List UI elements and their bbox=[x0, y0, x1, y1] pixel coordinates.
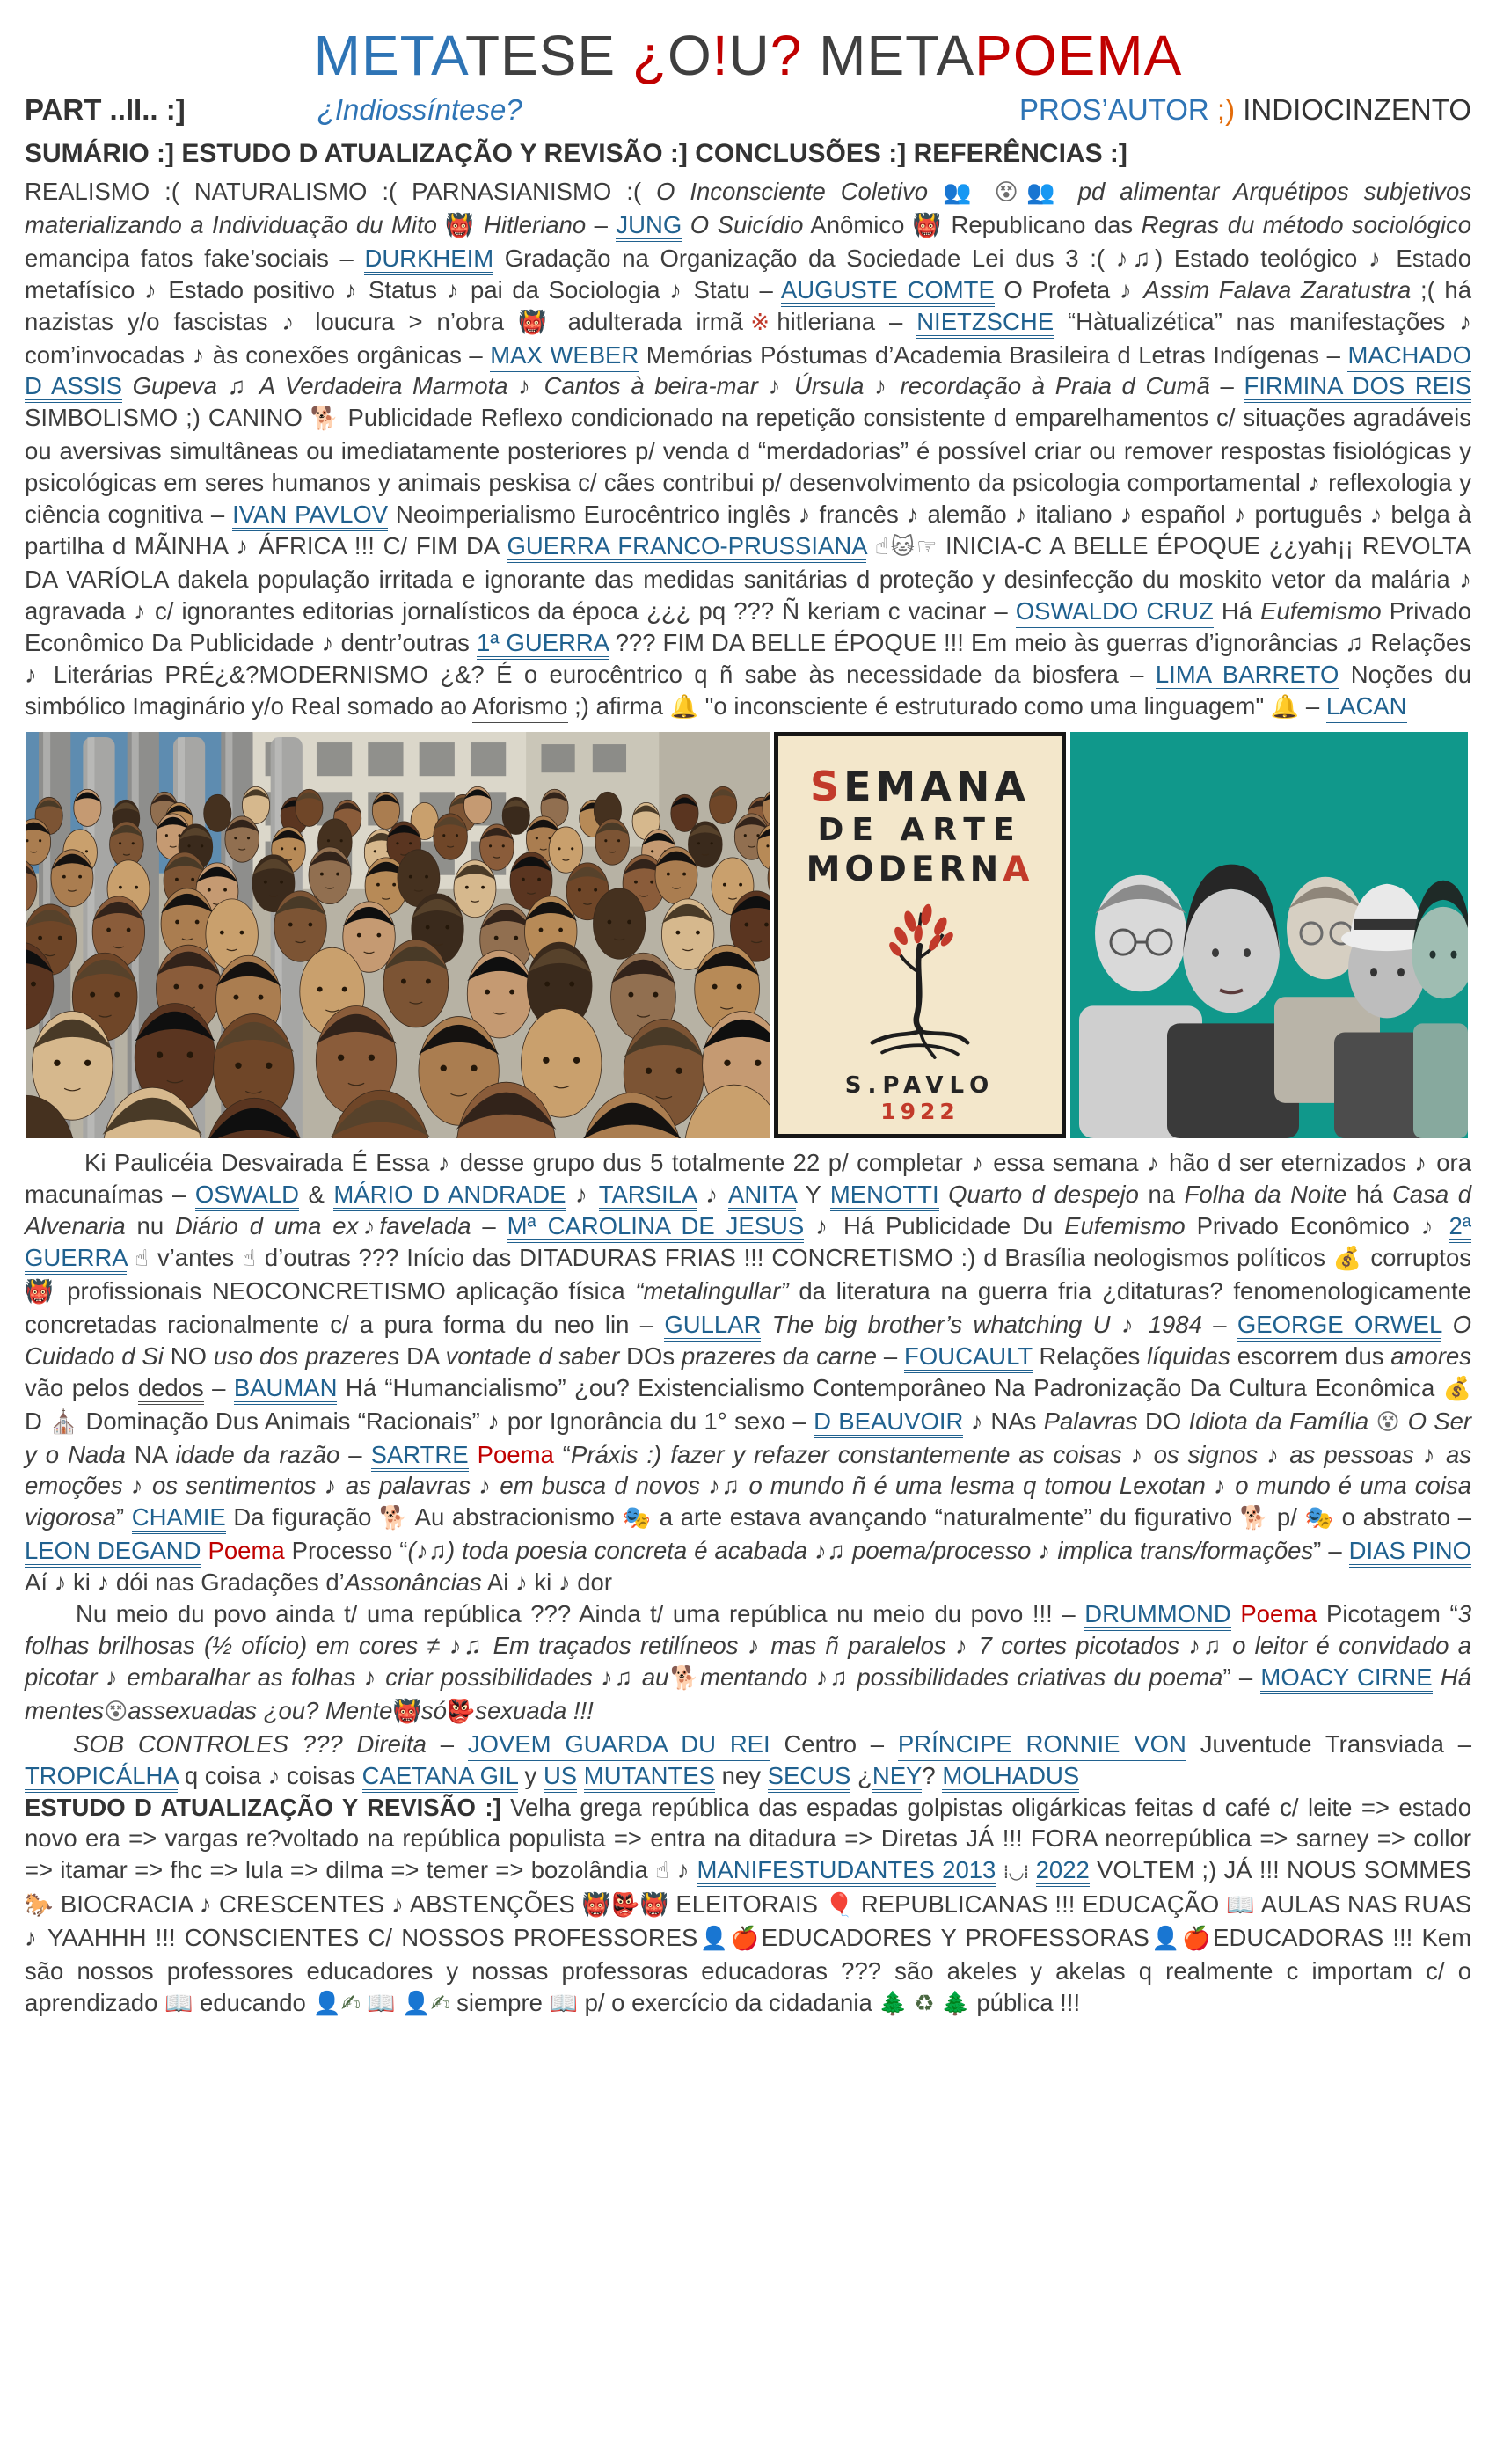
operarios-painting bbox=[26, 732, 770, 1138]
text-run: D bbox=[25, 1407, 50, 1435]
link-1a-guerra[interactable]: 1ª GUERRA bbox=[477, 629, 609, 660]
text-run: The big brother’s whatching U bbox=[771, 1310, 1111, 1338]
text-run: DOs bbox=[619, 1342, 682, 1370]
text-run: nu bbox=[125, 1212, 176, 1240]
text-run: Quarto d despejo bbox=[948, 1181, 1139, 1209]
text-run bbox=[1028, 1856, 1035, 1883]
link-guerra-franco-prussiana[interactable]: GUERRA FRANCO-PRUSSIANA bbox=[507, 532, 866, 563]
text-run: Aí ♪ ki ♪ dói nas Gradações d’ bbox=[25, 1568, 345, 1597]
link-us[interactable]: US bbox=[544, 1762, 577, 1793]
text-run: p/ bbox=[1269, 1503, 1305, 1532]
text-run: Assim Falava Zaratustra bbox=[1143, 275, 1412, 303]
person-icon: 👤 bbox=[312, 1990, 341, 2017]
text-run: y bbox=[517, 1761, 544, 1789]
text-run: Y bbox=[796, 1181, 830, 1209]
text-run: escorrem dus bbox=[1230, 1342, 1391, 1370]
person-icon: 👤 bbox=[697, 1926, 731, 1953]
text-run: profissionais NEOCONCRETISMO aplicação física bbox=[56, 1277, 636, 1305]
poster-year: 1922 bbox=[880, 1099, 960, 1125]
text-run: O Cuidado d Si bbox=[25, 1310, 1472, 1370]
boar-mask-icon: 👺 bbox=[446, 1698, 476, 1725]
text-run: na bbox=[1138, 1181, 1185, 1209]
text-run: prazeres da carne bbox=[681, 1342, 878, 1370]
text-run: ELEITORAIS bbox=[668, 1890, 826, 1919]
link-nietzsche[interactable]: NIETZSCHE bbox=[916, 308, 1054, 339]
poster-letter-a: A bbox=[1003, 850, 1034, 890]
link-gullar[interactable]: GULLAR bbox=[664, 1311, 761, 1342]
text-run: assexuadas ¿ou? Mente bbox=[128, 1696, 393, 1724]
link-oswald[interactable]: OSWALD bbox=[195, 1181, 299, 1211]
dedos-underlined: dedos bbox=[138, 1374, 204, 1405]
poster-title-line1 bbox=[778, 763, 1062, 810]
text-run: Privado Econômico Da Publicidade ♪ dentr’outras bbox=[25, 596, 1471, 656]
text-run: – bbox=[1299, 691, 1326, 720]
tree-icon: 🌲 bbox=[879, 1990, 908, 2017]
point-up-icon: ☝ bbox=[874, 533, 891, 560]
link-menotti[interactable]: MENOTTI bbox=[830, 1181, 939, 1211]
link-d-beauvoir[interactable]: D BEAUVOIR bbox=[814, 1407, 963, 1438]
text-run: Casa d Alvenaria bbox=[25, 1181, 1471, 1240]
link-tarsila[interactable]: TARSILA bbox=[599, 1181, 697, 1211]
text-run: Picotagem “ bbox=[1317, 1600, 1458, 1628]
link-caetana-gil[interactable]: CAETANA GIL bbox=[362, 1762, 518, 1793]
text-run: Cantos à beira-mar bbox=[544, 372, 758, 400]
aforismo-underlined: Aforismo bbox=[472, 692, 568, 723]
text-run: há bbox=[1346, 1181, 1392, 1209]
semana-poster bbox=[774, 732, 1066, 1138]
text-run: Gupeva bbox=[132, 372, 217, 400]
text-run: “metalingullar” bbox=[635, 1277, 789, 1305]
text-run bbox=[1433, 1663, 1441, 1691]
poster-title-line3-main: MODERN bbox=[806, 850, 1003, 890]
link-oswaldo-cruz[interactable]: OSWALDO CRUZ bbox=[1016, 597, 1214, 628]
text-run: – bbox=[203, 1373, 234, 1401]
text-run: adulterada irmã bbox=[553, 307, 743, 335]
text-run: ;( há nazistas y/o fascistas ♪ loucura > n’obra bbox=[25, 275, 1471, 335]
text-run: ;) afirma bbox=[567, 691, 670, 720]
text-run: Noções du simbólico Imaginário y/o Real somado ao bbox=[25, 660, 1471, 720]
text-run: META bbox=[802, 24, 975, 87]
text-run: sexuada !!! bbox=[475, 1696, 594, 1724]
text-run: mentando ♪♫ possibilidades criativas du poema bbox=[700, 1663, 1223, 1691]
text-run: q coisa ♪ coisas bbox=[178, 1761, 362, 1789]
book-icon: 📖 bbox=[164, 1990, 193, 2017]
poema-label: Poema bbox=[1240, 1600, 1317, 1628]
text-run bbox=[1231, 1600, 1241, 1627]
text-run: ¿ bbox=[631, 24, 668, 87]
grin-mask-icon: 👹 bbox=[912, 212, 944, 239]
text-run: idade da razão bbox=[175, 1440, 340, 1468]
part-label: PART ..II.. :] bbox=[25, 93, 186, 126]
text-run: Idiota da Família bbox=[1188, 1407, 1369, 1435]
text-run: ” bbox=[115, 1503, 132, 1532]
text-run bbox=[127, 1244, 135, 1271]
text-run: Neoimperialismo Eurocêntrico inglês ♪ francês ♪ alemão ♪ italiano ♪ español ♪ português ♪ belga à partilha d MÃINHA ♪ ÁFRICA !!! C/ FIM DA bbox=[25, 501, 1471, 559]
text-run: vão pelos bbox=[25, 1373, 138, 1401]
indiossintese-label: ¿Indiossíntese? bbox=[317, 93, 522, 126]
text-run: – bbox=[471, 1212, 507, 1240]
text-run: Folha da Noite bbox=[1184, 1181, 1347, 1209]
text-run bbox=[682, 211, 690, 238]
text-run: líquidas bbox=[1147, 1342, 1230, 1370]
dog-icon: 🐕 bbox=[310, 406, 340, 433]
text-run: 3 folhas brilhosas (½ ofício) em cores ≠ ♪♫ Em traçados retilíneos ♪ mas ñ paralelos ♪ 7 cortes picotados ♪♫ o leitor é convidado a picotar ♪ embaralhar as folhas ♪ criar possibilidades ♪♫ au bbox=[25, 1600, 1471, 1691]
text-run: EDUCADORAS !!! Kem são nossos professores educadores y nossas professoras educadoras ??? são akeles y akelas q realmente c importam c/ o aprendizado bbox=[25, 1924, 1472, 2016]
text-run: uso dos prazeres bbox=[213, 1342, 400, 1370]
grin-mask-icon: 👹 bbox=[445, 212, 476, 239]
text-run: NA bbox=[125, 1440, 176, 1468]
text-run: O Ser y o Nada bbox=[25, 1407, 1472, 1468]
point-up-icon: ☝ bbox=[135, 1246, 150, 1273]
text-run: Processo “ bbox=[284, 1537, 408, 1565]
author-line bbox=[1019, 93, 1471, 127]
text-run: Dominação Dus Animais “Racionais” ♪ por Ignorância du 1° sexo – bbox=[78, 1407, 814, 1435]
paragraph-drummond bbox=[25, 1598, 1471, 1729]
text-run: corruptos bbox=[1362, 1244, 1471, 1272]
point-up-icon: ☝ bbox=[241, 1246, 257, 1273]
text-run bbox=[996, 1856, 1003, 1883]
poster-letter-s: S bbox=[809, 763, 844, 811]
mask-icon: 👹 bbox=[517, 309, 554, 336]
text-run: pd alimentar Arquétipos subjetivos materializando a Individuação du Mito bbox=[25, 178, 1472, 238]
text-run: Há “Humancialismo” ¿ou? Existencialismo Contemporâneo Na Padronização Da Cultura Econômica bbox=[337, 1373, 1443, 1401]
link-moacy-cirne[interactable]: MOACY CIRNE bbox=[1260, 1663, 1432, 1694]
text-run: Juventude Transviada – bbox=[1186, 1729, 1472, 1758]
point-right-icon: ☞ bbox=[916, 533, 938, 560]
text-run: U bbox=[728, 24, 770, 87]
bell-icon: 🔔 bbox=[669, 693, 699, 720]
text-run: “ bbox=[553, 1440, 571, 1468]
link-manifestudantes-2013[interactable]: MANIFESTUDANTES 2013 bbox=[697, 1856, 996, 1887]
link-dias-pino[interactable]: DIAS PINO bbox=[1349, 1537, 1471, 1568]
text-run: Relações bbox=[1032, 1342, 1148, 1370]
tree-icon: 🌲 bbox=[941, 1990, 970, 2017]
link-lacan[interactable]: LACAN bbox=[1326, 692, 1407, 723]
dizzy-face-icon: 😵 bbox=[104, 1698, 128, 1725]
modernists-photos bbox=[1070, 732, 1468, 1138]
text-run: SIMBOLISMO ;) CANINO bbox=[25, 404, 310, 432]
text-run bbox=[1441, 1311, 1452, 1338]
text-run: Publicidade Reflexo condicionado na repetição consistente d emparelhamentos c/ situações agradáveis ou aversivas simultâneas ou imediatamente posteriores p/ venda d “merdadorias” é possível criar ou remover respostas fisiológicas y psicológicas em seres humanos y animais peskisa c/ cães contribui p/ desenvolvimento da psicologia comportamental ♪ reflexologia y ciência cognitiva – bbox=[25, 404, 1471, 529]
text-run: da literatura na guerra fria ¿ditaturas? fenomenologicamente concretadas racionalmente c/ a pura forma du neo lin – bbox=[25, 1277, 1471, 1338]
figures-strip bbox=[26, 732, 1468, 1138]
text-run: ? bbox=[922, 1761, 943, 1789]
text-run: só bbox=[420, 1696, 447, 1724]
text-run: pública !!! bbox=[969, 1988, 1081, 2016]
text-run: Centro – bbox=[770, 1729, 898, 1758]
grin-mask-icon: 👹 bbox=[639, 1892, 669, 1919]
link-mario-d-andrade[interactable]: MÁRIO D ANDRADE bbox=[333, 1181, 566, 1211]
dog-icon: 🐕 bbox=[379, 1505, 409, 1532]
recycle-icon: ♻ bbox=[914, 1990, 935, 2017]
cat-face-icon: 🐱 bbox=[890, 533, 916, 560]
text-run: Úrsula bbox=[794, 372, 865, 400]
poster-title-line1-rest: EMANA bbox=[843, 763, 1031, 811]
masks-icon: 🎭 bbox=[622, 1505, 653, 1532]
text-run: Hitleriano bbox=[475, 210, 587, 238]
mask-red-icon: 👹 bbox=[581, 1892, 611, 1919]
link-chamie[interactable]: CHAMIE bbox=[132, 1503, 226, 1534]
text-run: educando bbox=[193, 1988, 313, 2016]
text-run bbox=[761, 1311, 771, 1338]
link-anita[interactable]: ANITA bbox=[728, 1181, 796, 1211]
link-jung[interactable]: JUNG bbox=[616, 211, 682, 242]
apple-icon: 🍎 bbox=[1182, 1926, 1214, 1953]
text-run: ! bbox=[712, 24, 729, 87]
text-run: TESE bbox=[464, 24, 632, 87]
text-run bbox=[201, 1537, 208, 1564]
text-run: – bbox=[339, 1440, 371, 1468]
text-run bbox=[469, 1441, 478, 1468]
text-run: o abstrato – bbox=[1333, 1503, 1471, 1532]
text-run: ♪ bbox=[566, 1181, 599, 1209]
text-run: Práxis :) fazer y refazer constantemente as coisas ♪ os signos ♪ as pessoas ♪ as emoções ♪ os sentimentos ♪ as palavras ♪ em busca d novos ♪♫ o mundo ñ é uma lesma q tomou Lexotan ♪ o mundo é uma coisa vigorosa bbox=[25, 1440, 1471, 1532]
boar-mask-icon: 👺 bbox=[610, 1892, 640, 1919]
biocracia-fauna-icon: 🐎 bbox=[25, 1892, 54, 1919]
dog-icon: 🐕 bbox=[1239, 1505, 1270, 1532]
person-icon: 👤 bbox=[1149, 1926, 1183, 1953]
link-bauman[interactable]: BAUMAN bbox=[234, 1374, 338, 1405]
text-run bbox=[866, 532, 875, 559]
text-run: Há bbox=[1213, 596, 1261, 625]
paragraph-modernismo bbox=[25, 1147, 1471, 1598]
text-run: SOB CONTROLES ??? Direita bbox=[73, 1729, 427, 1758]
text-run: Memórias Póstumas d’Academia Brasileira d Letras Indígenas – bbox=[639, 340, 1348, 369]
text-run: hitleriana – bbox=[777, 307, 917, 335]
text-run: Eufemismo bbox=[1260, 596, 1382, 625]
poster-city: S.PAVLO bbox=[844, 1072, 996, 1100]
moneybag-icon: 💰 bbox=[1332, 1246, 1363, 1273]
text-run bbox=[1400, 1407, 1407, 1435]
text-run: Palavras bbox=[1043, 1407, 1138, 1435]
text-run: 1984 bbox=[1148, 1310, 1202, 1338]
text-run: Velha grega república das espadas golpistas oligárkicas feitas d café c/ leite => estado novo era => vargas re?voltado na república populista => entra na ditadura => Diretas JÁ !!! FORA neorrepública => sarney => collor => itamar => fhc => lula => dilma => temer => bozolândia bbox=[25, 1793, 1471, 1884]
writing-hand-icon: ✍ bbox=[340, 1990, 361, 2017]
text-run: META bbox=[313, 24, 465, 87]
text-run: ♪ bbox=[1110, 1310, 1149, 1338]
text-run: ♪ bbox=[864, 372, 901, 400]
text-run: Assonâncias bbox=[344, 1568, 482, 1597]
link-mutantes[interactable]: MUTANTES bbox=[584, 1762, 715, 1793]
text-run: Anômico bbox=[803, 210, 913, 238]
text-run: Au abstracionismo bbox=[408, 1503, 623, 1532]
text-run: A Verdadeira Marmota bbox=[259, 372, 508, 400]
paragraph-realismo bbox=[25, 176, 1471, 723]
text-run: O Profeta ♪ bbox=[994, 275, 1144, 303]
link-molhadus[interactable]: MOLHADUS bbox=[942, 1762, 1079, 1793]
text-run: ♪ NAs bbox=[963, 1407, 1044, 1435]
text-run bbox=[577, 1762, 584, 1789]
text-run: INICIA-C A BELLE ÉPOQUE ¿¿yah¡¡ REVOLTA DA VARÍOLA dakela população irritada e ignorante das medidas sanitárias d proteção y desinfecção du moskito vetor da malária ♪ agravada ♪ c/ ignorantes editorias jornalísticos da época ¿¿¿ pq ??? Ñ keriam c vacinar – bbox=[25, 531, 1471, 625]
estudo-section-heading: ESTUDO D ATUALIZAÇÃO Y REVISÃO :] bbox=[25, 1793, 501, 1821]
poster-tree-illustration bbox=[854, 898, 986, 1071]
link-durkheim[interactable]: DURKHEIM bbox=[364, 245, 493, 275]
text-run: AULAS NAS RUAS ♪ YAAHHH !!! CONSCIENTES C/ NOSSOS PROFESSORES bbox=[25, 1890, 1472, 1952]
dizzy-face-icon: 😵 bbox=[994, 179, 1027, 206]
indiocinzento-label: INDIOCINZENTO bbox=[1243, 93, 1471, 126]
text-run: Privado Econômico ♪ bbox=[1185, 1212, 1449, 1240]
text-run: vontade d saber bbox=[445, 1342, 620, 1370]
text-run: ♫ bbox=[216, 372, 259, 400]
text-run: REALISMO :( NATURALISMO :( PARNASIANISMO :( bbox=[25, 178, 656, 205]
text-run: ♪ bbox=[507, 372, 544, 400]
apple-icon: 🍎 bbox=[730, 1926, 762, 1953]
text-run: & bbox=[298, 1181, 334, 1209]
text-run: a arte estava avançando “naturalmente” du figurativo bbox=[652, 1503, 1240, 1532]
seed-balloon-icon: 🎈 bbox=[825, 1892, 854, 1919]
text-run: d’outras ??? Início das DITADURAS FRIAS !!! CONCRETISMO :) d Brasília neologismos políticos bbox=[257, 1244, 1333, 1272]
text-run: – bbox=[426, 1729, 468, 1758]
link-lima-barreto[interactable]: LIMA BARRETO bbox=[1156, 661, 1339, 691]
link-principe-ronnie-von[interactable]: PRÍNCIPE RONNIE VON bbox=[898, 1730, 1186, 1761]
poster-title-line2: DE ARTE bbox=[817, 812, 1023, 849]
writing-hand-icon: ✍ bbox=[430, 1990, 450, 2017]
text-run: siempre bbox=[449, 1988, 550, 2016]
masks-icon: 🎭 bbox=[1304, 1505, 1334, 1532]
text-run: O bbox=[667, 24, 712, 87]
subtitle-row bbox=[25, 93, 1471, 127]
text-run: Republicano das bbox=[943, 210, 1142, 238]
text-run: – bbox=[877, 1342, 905, 1370]
text-run: ♪ bbox=[757, 372, 795, 400]
poster-title-line3 bbox=[778, 850, 1062, 889]
text-run bbox=[980, 178, 995, 205]
text-run: ♪ bbox=[696, 1181, 728, 1209]
link-jovem-guarda-du-rei[interactable]: JOVEM GUARDA DU REI bbox=[468, 1730, 770, 1761]
text-run: EDUCADORES Y PROFESSORAS bbox=[761, 1924, 1149, 1952]
text-run: Diário d uma ex♪favelada bbox=[175, 1212, 471, 1240]
poema-label: Poema bbox=[208, 1537, 285, 1565]
link-secus[interactable]: SECUS bbox=[768, 1762, 851, 1793]
text-run: recordação à Praia d Cumã bbox=[900, 372, 1210, 400]
text-run: O Suicídio bbox=[690, 210, 804, 238]
paragraph-estudo bbox=[25, 1792, 1471, 2021]
moneybag-icon: 💰 bbox=[1442, 1375, 1471, 1402]
text-run: O Inconsciente Coletivo bbox=[656, 178, 944, 205]
text-run: REPUBLICANAS !!! EDUCAÇÃO bbox=[853, 1890, 1227, 1919]
dog-icon: 🐕 bbox=[668, 1664, 701, 1692]
link-maria-carolina-de-jesus[interactable]: Mª CAROLINA DE JESUS bbox=[507, 1212, 805, 1243]
text-run: Regras du método sociológico bbox=[1141, 210, 1472, 238]
text-run: "o inconsciente é estruturado como uma linguagem" bbox=[698, 691, 1271, 720]
text-run: Há mentes bbox=[25, 1663, 1471, 1724]
book-icon: 📖 bbox=[367, 1990, 396, 2017]
dizzy-face-icon: 😵 bbox=[1376, 1408, 1401, 1436]
text-run: Nu meio du povo ainda t/ uma república ??? Ainda t/ uma república nu meio du povo !!! – bbox=[76, 1600, 1085, 1628]
link-foucault[interactable]: FOUCAULT bbox=[904, 1342, 1033, 1373]
link-george-orwel[interactable]: GEORGE ORWEL bbox=[1237, 1311, 1441, 1342]
text-run bbox=[939, 1181, 949, 1208]
text-run: ” – bbox=[1313, 1537, 1349, 1565]
text-run: v’antes bbox=[150, 1244, 242, 1272]
link-max-weber[interactable]: MAX WEBER bbox=[490, 341, 639, 372]
text-run bbox=[122, 372, 133, 399]
text-run: ¿ bbox=[850, 1761, 872, 1789]
book-icon: 📖 bbox=[549, 1990, 578, 2017]
text-run: POEMA bbox=[974, 24, 1183, 87]
link-firmina-dos-reis[interactable]: FIRMINA DOS REIS bbox=[1244, 372, 1471, 403]
text-run: ??? FIM DA BELLE ÉPOQUE !!! Em meio às guerras d’ignorâncias ♫ Relações ♪ Literárias PRÉ¿&?MODERNISMO ¿&? É o eurocêntrico q ñ sabe às necessidade da biosfera – bbox=[25, 628, 1472, 688]
text-run: (♪♫) toda poesia concreta é acabada ♪♫ poema/processo ♪ implica trans/formações bbox=[407, 1537, 1314, 1565]
link-ivan-pavlov[interactable]: IVAN PAVLOV bbox=[232, 501, 388, 531]
text-run: p/ o exercício da cidadania bbox=[577, 1988, 879, 2016]
link-auguste-comte[interactable]: AUGUSTE COMTE bbox=[781, 276, 995, 307]
point-up-icon: ☝ bbox=[655, 1858, 670, 1885]
text-run: – bbox=[1201, 1310, 1237, 1338]
link-tropicalha[interactable]: TROPICÁLHA bbox=[25, 1762, 178, 1793]
text-run: Gradação na Organização da Sociedade Lei dus 3 :( ♪♫) Estado teológico ♪ Estado metafísico ♪ Estado positivo ♪ Status ♪ pai da Sociologia ♪ Statu – bbox=[25, 244, 1471, 303]
text-run: Ki Paulicéia Desvairada É Essa ♪ desse grupo dus 5 totalmente 22 p/ completar ♪ essa semana ♪ hão d ser eternizados ♪ ora macunaímas – bbox=[25, 1149, 1471, 1209]
text-run: NO bbox=[163, 1342, 214, 1370]
summary-line: SUMÁRIO :] ESTUDO D ATUALIZAÇÃO Y REVISÃO :] CONCLUSÕES :] REFERÊNCIAS :] bbox=[25, 139, 1127, 168]
text-run: DO bbox=[1137, 1407, 1189, 1435]
bell-icon: 🔔 bbox=[1270, 693, 1300, 720]
link-sartre[interactable]: SARTRE bbox=[371, 1441, 469, 1472]
text-run: emancipa fatos fake’sociais – bbox=[25, 244, 365, 272]
reference-mark-icon: ※ bbox=[742, 309, 777, 336]
prosautor-label: PROS’AUTOR bbox=[1019, 93, 1209, 126]
text-run: Da figuração bbox=[225, 1503, 380, 1532]
page-title bbox=[0, 23, 1496, 88]
church-icon: ⛪ bbox=[49, 1408, 79, 1436]
text-run: ney bbox=[715, 1761, 768, 1789]
wink-emoticon: ;) bbox=[1208, 93, 1244, 126]
link-2a-guerra[interactable]: 2ª GUERRA bbox=[25, 1212, 1471, 1275]
mask-red-icon: 👹 bbox=[392, 1698, 421, 1725]
text-run: DA bbox=[399, 1342, 446, 1370]
link-ney[interactable]: NEY bbox=[872, 1762, 923, 1793]
text-run: – bbox=[586, 210, 617, 238]
text-run: amores bbox=[1390, 1342, 1472, 1370]
text-run: ” – bbox=[1222, 1663, 1261, 1691]
busts-icon: 👥 bbox=[943, 179, 980, 206]
text-run: VOLTEM ;) JÁ !!! NOUS SOMMES bbox=[1089, 1856, 1472, 1884]
text-run: “Hàtualizética” nas manifestações ♪ com’invocadas ♪ às conexões orgânicas – bbox=[25, 307, 1471, 369]
between-years-icon: ⁞◡⁞ bbox=[1003, 1861, 1029, 1883]
paragraph-tropicalismo bbox=[25, 1729, 1471, 1792]
text-run: BIOCRACIA ♪ CRESCENTES ♪ ABSTENÇÕES bbox=[53, 1890, 582, 1919]
mask-red-icon: 👹 bbox=[25, 1279, 57, 1306]
link-2022[interactable]: 2022 bbox=[1036, 1856, 1090, 1887]
link-machado-d-assis[interactable]: MACHADO D ASSIS bbox=[25, 341, 1471, 404]
link-leon-degand[interactable]: LEON DEGAND bbox=[25, 1537, 201, 1568]
text-run: Eufemismo bbox=[1064, 1212, 1186, 1240]
text-run: ♪ Há Publicidade Du bbox=[804, 1212, 1065, 1240]
link-drummond[interactable]: DRUMMOND bbox=[1084, 1600, 1231, 1631]
busts-icon: 👥 bbox=[1026, 179, 1063, 206]
text-run: – bbox=[1209, 372, 1244, 400]
text-run: Ai ♪ ki ♪ dor bbox=[481, 1568, 612, 1597]
text-run: ? bbox=[770, 24, 803, 87]
poema-label: Poema bbox=[477, 1440, 554, 1468]
text-run: ♪ bbox=[669, 1856, 697, 1884]
person-icon: 👤 bbox=[402, 1990, 431, 2017]
book-icon: 📖 bbox=[1226, 1892, 1256, 1919]
